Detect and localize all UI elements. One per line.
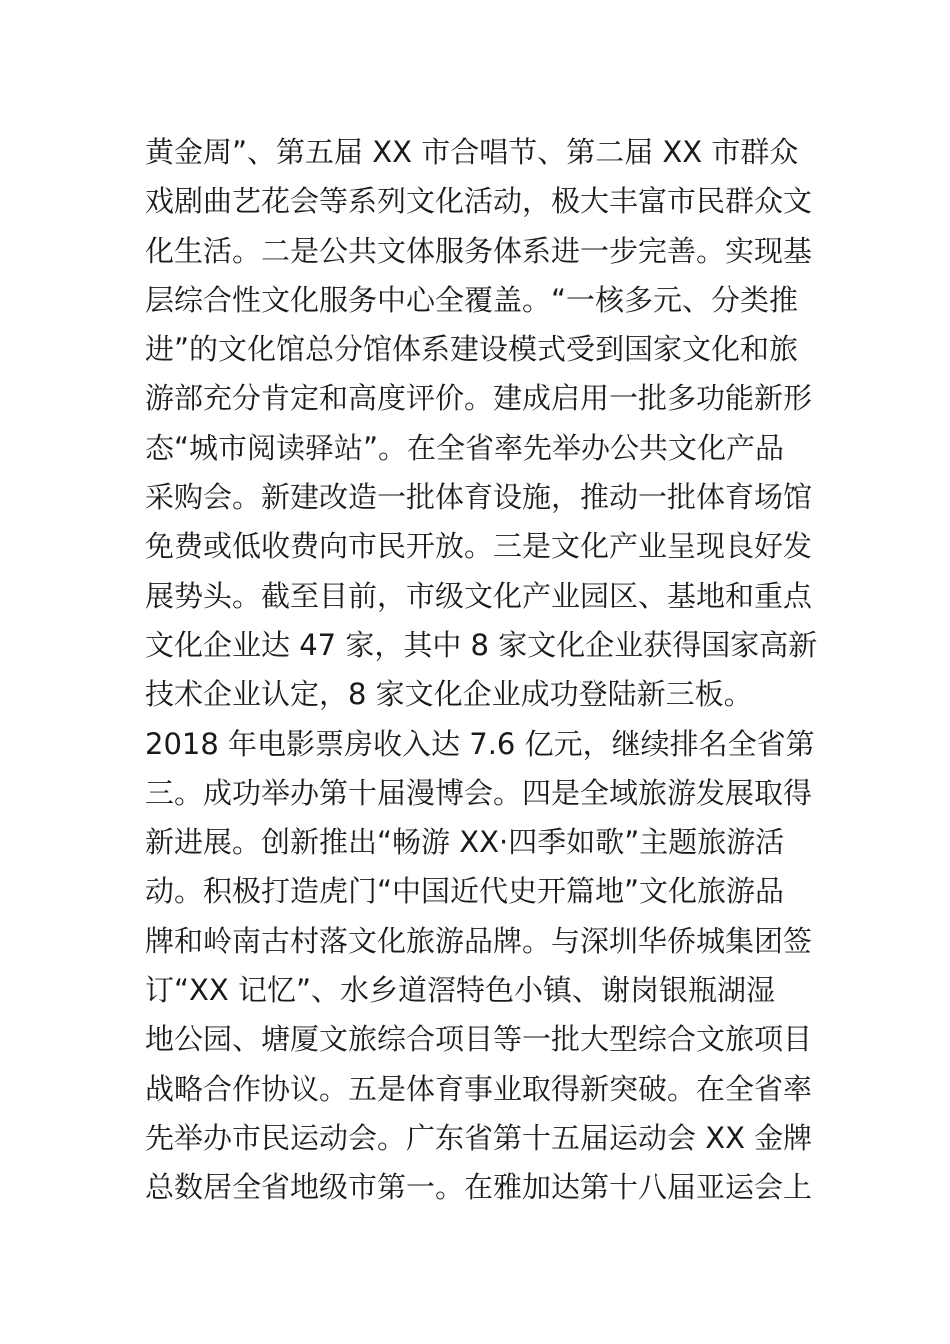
text-line: 2018 年电影票房收入达 7.6 亿元，继续排名全省第 [145, 726, 815, 761]
text-line: 免费或低收费向市民开放。三是文化产业呈现良好发 [145, 529, 813, 564]
text-line: 层综合性文化服务中心全覆盖。“一核多元、分类推 [145, 282, 799, 317]
text-line: 牌和岭南古村落文化旅游品牌。与深圳华侨城集团签 [145, 923, 813, 958]
text-line: 采购会。新建改造一批体育设施，推动一批体育场馆 [145, 480, 813, 515]
text-line: 黄金周”、第五届 XX 市合唱节、第二届 XX 市群众 [145, 135, 799, 169]
body-text [145, 128, 825, 1213]
text-line: 技术企业认定，8 家文化企业成功登陆新三板。 [145, 677, 753, 712]
text-line: 戏剧曲艺花会等系列文化活动，极大丰富市民群众文 [145, 184, 813, 219]
text-line: 进”的文化馆总分馆体系建设模式受到国家文化和旅 [145, 332, 799, 367]
text-line: 先举办市民运动会。广东省第十五届运动会 XX 金牌 [145, 1120, 813, 1155]
text-line: 订“XX 记忆”、水乡道滘特色小镇、谢岗银瓶湖湿 [145, 973, 776, 1008]
text-line: 态“城市阅读驿站”。在全省率先举办公共文化产品 [145, 430, 785, 465]
text-line: 展势头。截至目前，市级文化产业园区、基地和重点 [145, 578, 813, 613]
text-line: 动。积极打造虎门“中国近代史开篇地”文化旅游品 [145, 874, 785, 909]
text-line: 总数居全省地级市第一。在雅加达第十八届亚运会上 [145, 1170, 813, 1205]
text-line: 游部充分肯定和高度评价。建成启用一批多功能新形 [145, 381, 813, 416]
text-line: 新进展。创新推出“畅游 XX·四季如歌”主题旅游活 [145, 825, 785, 860]
text-line: 化生活。二是公共文体服务体系进一步完善。实现基 [145, 233, 813, 268]
text-line: 三。成功举办第十届漫博会。四是全域旅游发展取得 [145, 775, 813, 810]
text-line: 战略合作协议。五是体育事业取得新突破。在全省率 [145, 1071, 813, 1106]
text-line: 文化企业达 47 家，其中 8 家文化企业获得国家高新 [145, 627, 818, 662]
text-line: 地公园、塘厦文旅综合项目等一批大型综合文旅项目 [145, 1022, 813, 1057]
